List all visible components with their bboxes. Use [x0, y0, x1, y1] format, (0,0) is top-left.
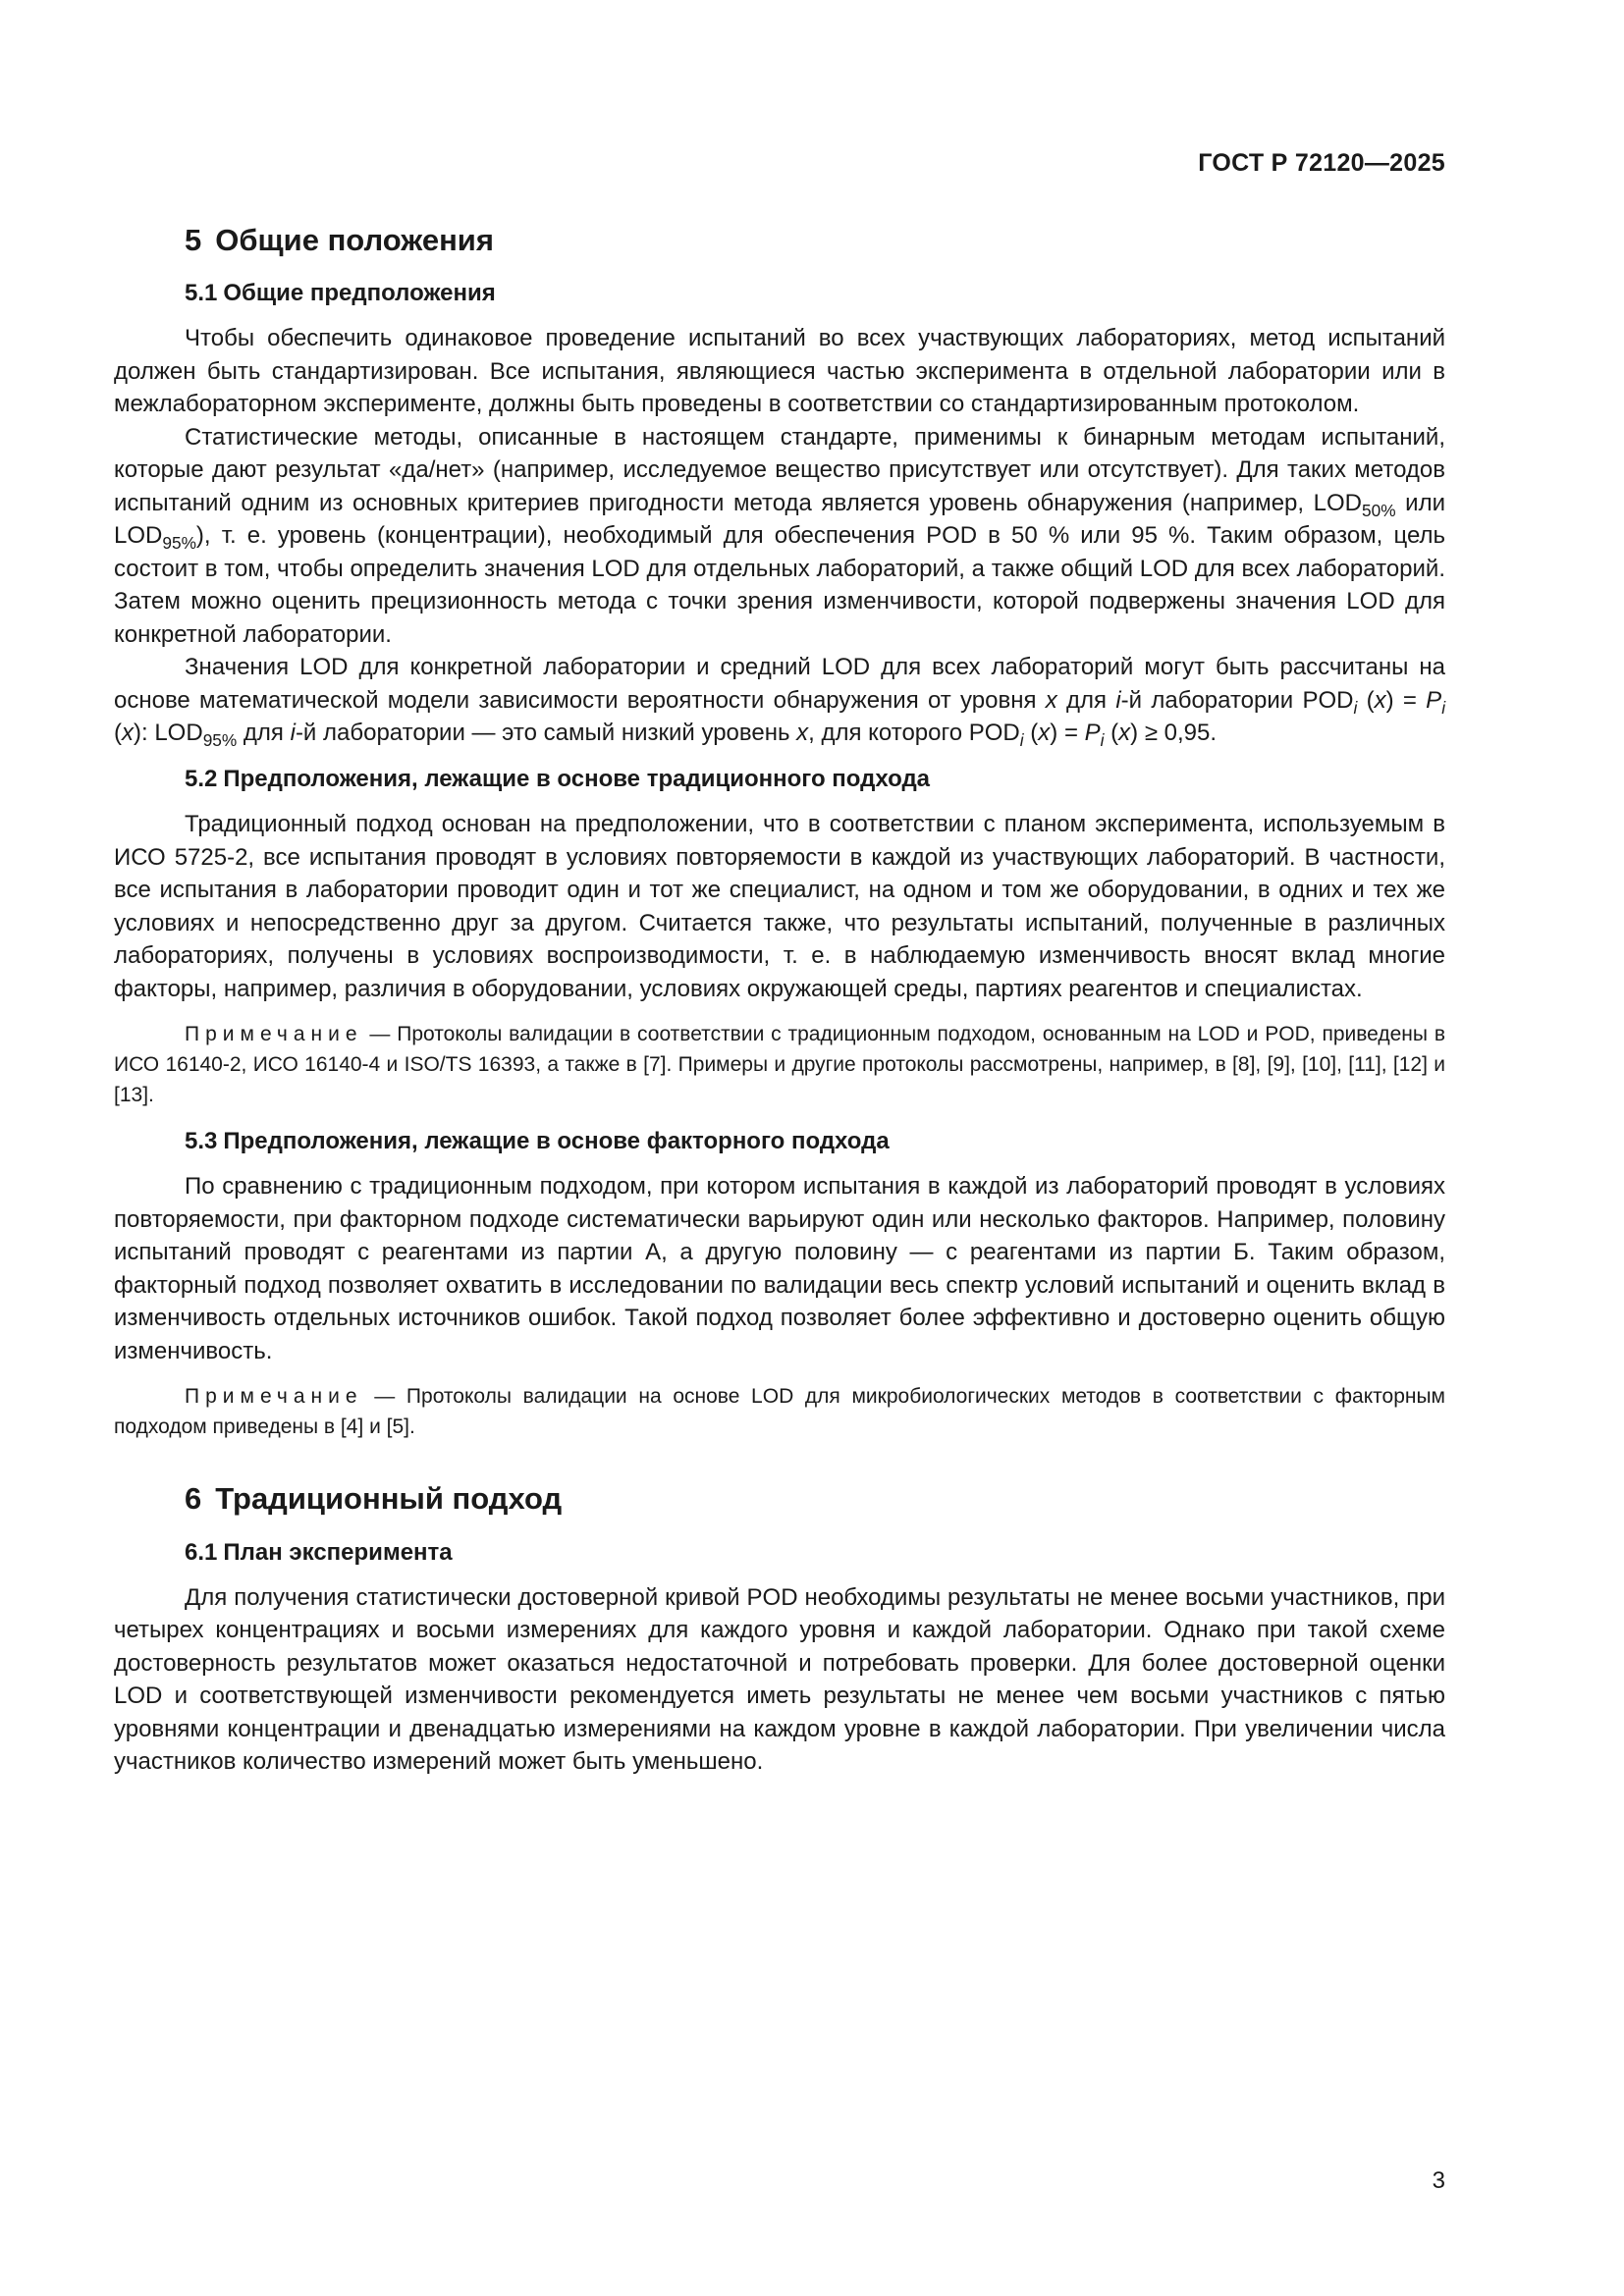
note-text: — Протоколы валидации на основе LOD для микробиологических методов в соответствии с факторным подходом приведены в [4] и [5].	[114, 1385, 1445, 1439]
standard-designation: ГОСТ Р 72120—2025	[1198, 149, 1445, 177]
subsection-number: 5.3	[185, 1128, 218, 1155]
note-text: — Протоколы валидации в соответствии с традиционным подходом, основанным на LOD и POD, приведены в ИСО 16140-2, ИСО 16140-4 и ISO/TS 16393, а также в [7]. Примеры и другие протоколы рассмотрены, например, в [8], [9], [10], [11], [12] и [13].	[114, 1023, 1445, 1107]
paragraph: Чтобы обеспечить одинаковое проведение испытаний во всех участвующих лабораториях, метод испытаний должен быть стандартизирован. Все испытания, являющиеся частью эксперимента в отдельной лаборатории или в межлабораторном эксперименте, должны быть проведены в соответствии со стандартизированным протоколом.	[114, 325, 1445, 418]
subsection-6-1-heading	[185, 1537, 1445, 1568]
section-6-heading	[185, 1479, 1445, 1519]
subsection-number: 5.1	[185, 280, 218, 307]
document-page	[114, 0, 1445, 2296]
subsection-5-2-heading	[185, 764, 1445, 794]
note-label: Примечание	[185, 1023, 363, 1046]
note	[114, 1381, 1445, 1442]
subsection-title: Предположения, лежащие в основе традиционного подхода	[223, 765, 931, 792]
subsection-5-1-heading	[185, 278, 1445, 308]
subsection-title: Общие предположения	[223, 280, 496, 307]
page-number: 3	[1432, 2167, 1445, 2194]
section-title: Общие положения	[215, 223, 494, 257]
section-number: 6	[185, 1481, 202, 1517]
section-title: Традиционный подход	[215, 1481, 563, 1517]
document-body	[114, 221, 1445, 1779]
subsection-title: Предположения, лежащие в основе факторного подхода	[223, 1128, 890, 1155]
section-number: 5	[185, 223, 202, 257]
note-label: Примечание	[185, 1385, 363, 1409]
subsection-number: 6.1	[185, 1538, 218, 1566]
paragraph: По сравнению с традиционным подходом, при котором испытания в каждой из лабораторий проводят в условиях повторяемости, при факторном подходе систематически варьируют один или несколько факторов. Например, половину испытаний проводят с реагентами из партии А, а другую половину — с реагентами из партии Б. Таким образом, факторный подход позволяет охватить в исследовании по валидации весь спектр условий испытаний и оценить вклад в изменчивость отдельных источников ошибок. Такой подход позволяет более эффективно и достоверно оценить общую изменчивость.	[114, 1173, 1445, 1364]
paragraph: Для получения статистически достоверной кривой POD необходимы результаты не менее восьми участников, при четырех концентрациях и восьми измерениях для каждого уровня и каждой лаборатории. Однако при такой схеме достоверность результатов может оказаться недостаточной и потребовать проверки. Для более достоверной оценки LOD и соответствующей изменчивости рекомендуется иметь результаты не менее чем восьми участников с пятью уровнями концентрации и двенадцатью измерениями на каждом уровне в каждой лаборатории. При увеличении числа участников количество измерений может быть уменьшено.	[114, 1583, 1445, 1776]
paragraph: Статистические методы, описанные в настоящем стандарте, применимы к бинарным методам испытаний, которые дают результат «да/нет» (например, исследуемое вещество присутствует или отсутствует). Для таких методов испытаний одним из основных критериев пригодности метода является уровень обнаружения (например, $LOD_{50\%}$ или $LOD_{95\%}$), т. е. уровень (концентрации), необходимый для обеспечения POD в 50 % или 95 %. Таким образом, цель состоит в том, чтобы определить значения LOD для отдельных лабораторий, а также общий LOD для всех лабораторий. Затем можно оценить прецизионность метода с точки зрения изменчивости, которой подвержены значения LOD для конкретной лаборатории.	[114, 423, 1445, 648]
note	[114, 1019, 1445, 1110]
subsection-title: План эксперимента	[223, 1538, 453, 1566]
section-5-heading	[185, 221, 1445, 260]
subsection-5-3-heading	[185, 1126, 1445, 1156]
subsection-number: 5.2	[185, 765, 218, 792]
paragraph: Значения LOD для конкретной лаборатории и средний LOD для всех лабораторий могут быть рассчитаны на основе математической модели зависимости вероятности обнаружения от уровня x для i-й лаборатории $POD_i$ $(x) = P_i$ (x): $LOD_{95\%}$ для i-й лаборатории — это самый низкий уровень x, для которого $POD_i$ $(x) = P_i$ (x) ≥ 0,95.	[114, 654, 1446, 751]
paragraph: Традиционный подход основан на предположении, что в соответствии с планом эксперимента, используемым в ИСО 5725-2, все испытания проводят в условиях повторяемости в каждой из участвующих лабораторий. В частности, все испытания в лаборатории проводит один и тот же специалист, на одном и том же оборудовании, в одних и тех же условиях и непосредственно друг за другом. Считается также, что результаты испытаний, полученные в различных лабораториях, получены в условиях воспроизводимости, т. е. в наблюдаемую изменчивость вносят вклад многие факторы, например, различия в оборудовании, условиях окружающей среды, партиях реагентов и специалистах.	[114, 811, 1445, 1002]
